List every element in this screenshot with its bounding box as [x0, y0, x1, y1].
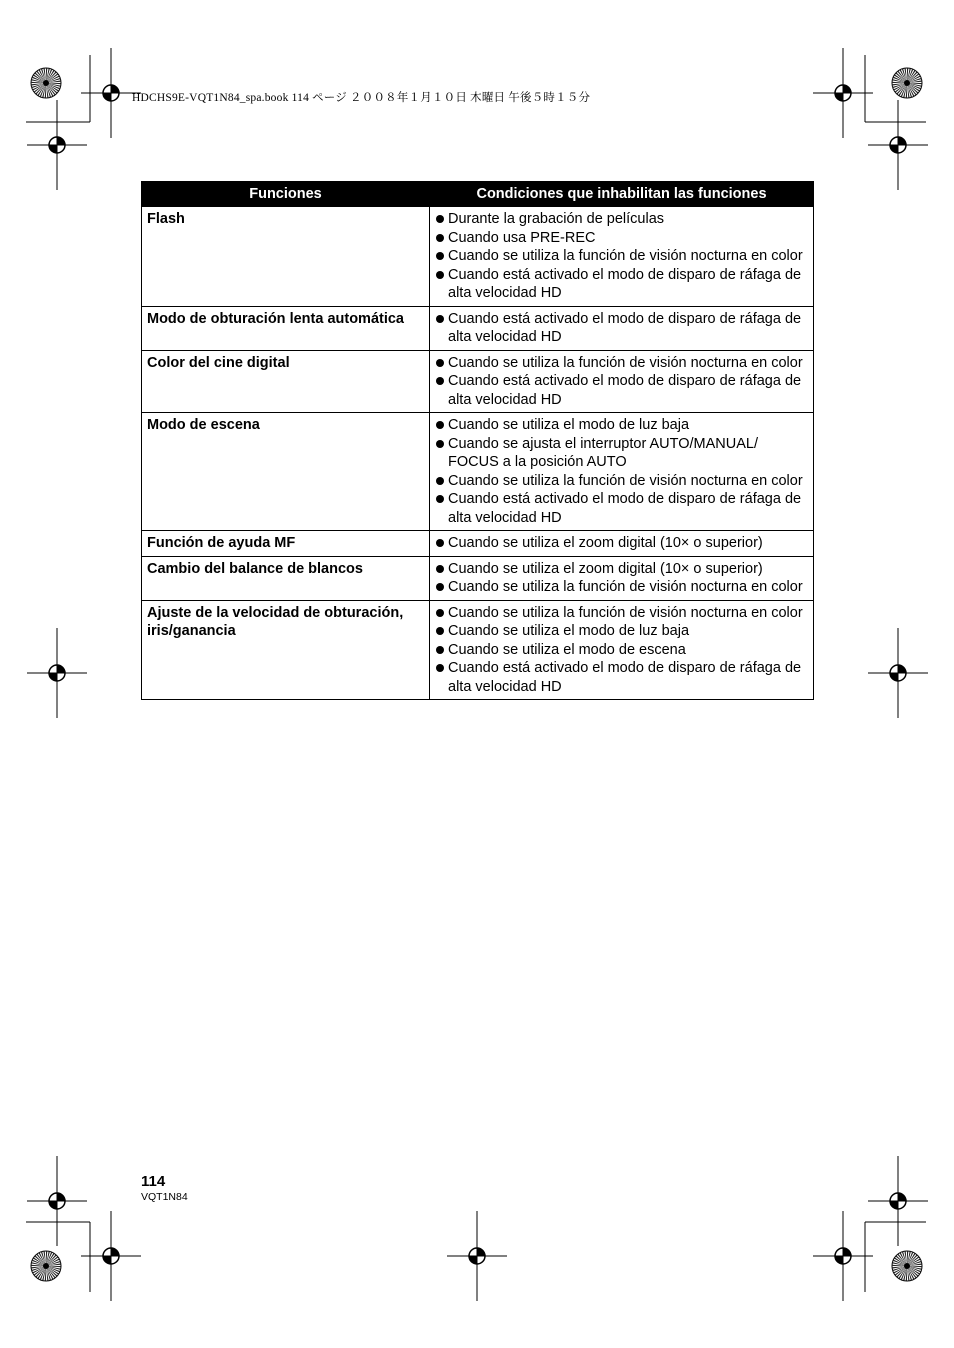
condition-cell: [430, 413, 814, 531]
condition-text: Cuando usa PRE-REC: [448, 229, 596, 246]
condition-text: Cuando se utiliza la función de visión nocturna en color: [448, 579, 803, 595]
table-row: [142, 306, 814, 350]
header-functions: Funciones: [142, 182, 430, 207]
condition-item: [435, 247, 808, 266]
condition-cell: [430, 556, 814, 600]
condition-item: [435, 210, 808, 229]
table-row: [142, 600, 814, 700]
bullet-icon: [436, 252, 444, 260]
crosshair-mark: [447, 1211, 507, 1301]
condition-cell: [430, 531, 814, 557]
bullet-icon: [436, 565, 444, 573]
crosshair-mark: [868, 100, 928, 190]
table-row: [142, 207, 814, 307]
condition-item: [435, 266, 808, 303]
condition-text: Cuando se utiliza el zoom digital (10× o superior): [448, 560, 763, 577]
table-row: [142, 531, 814, 557]
document-code: VQT1N84: [141, 1191, 188, 1203]
bullet-icon: [436, 495, 444, 503]
crosshair-mark: [27, 1156, 87, 1246]
starburst-mark: [31, 1251, 61, 1281]
condition-item: [435, 354, 808, 373]
page-number: 114: [141, 1173, 166, 1190]
condition-text: Cuando está activado el modo de disparo de ráfaga de alta velocidad HD: [448, 310, 802, 345]
bullet-icon: [436, 421, 444, 429]
condition-cell: [430, 306, 814, 350]
condition-list: [435, 354, 808, 410]
bullet-icon: [436, 646, 444, 654]
condition-text: Cuando se utiliza la función de visión nocturna en color: [448, 472, 803, 489]
function-name: Función de ayuda MF: [142, 531, 430, 557]
condition-cell: [430, 600, 814, 700]
function-name: Modo de escena: [142, 413, 430, 531]
condition-text: Cuando está activado el modo de disparo de ráfaga de alta velocidad HD: [448, 373, 802, 408]
bullet-icon: [436, 377, 444, 385]
condition-list: [435, 560, 808, 597]
crosshair-mark: [868, 628, 928, 718]
table-row: [142, 556, 814, 600]
functions-table: [141, 181, 814, 700]
table-row: [142, 413, 814, 531]
function-name: Ajuste de la velocidad de obturación, iris/ganancia: [142, 600, 430, 700]
condition-item: [435, 622, 808, 641]
function-name: Cambio del balance de blancos: [142, 556, 430, 600]
bullet-icon: [436, 583, 444, 591]
starburst-mark: [892, 1251, 922, 1281]
condition-text: Cuando está activado el modo de disparo de ráfaga de alta velocidad HD: [448, 491, 802, 526]
condition-text: Cuando se utiliza el modo de luz baja: [448, 623, 690, 639]
function-name: Flash: [142, 207, 430, 307]
condition-list: [435, 310, 808, 347]
bullet-icon: [436, 271, 444, 279]
condition-text: Cuando se utiliza la función de visión nocturna en color: [448, 354, 803, 371]
condition-item: [435, 372, 808, 409]
condition-item: [435, 578, 808, 597]
table-row: [142, 350, 814, 413]
condition-list: [435, 604, 808, 697]
condition-text: Cuando se utiliza la función de visión nocturna en color: [448, 248, 803, 264]
bullet-icon: [436, 539, 444, 547]
condition-item: [435, 229, 808, 248]
bullet-icon: [436, 664, 444, 672]
crosshair-mark: [27, 628, 87, 718]
bullet-icon: [436, 315, 444, 323]
print-header: HDCHS9E-VQT1N84_spa.book 114 ページ ２００８年１月１０日 木曜日 午後５時１５分: [132, 92, 591, 104]
table-header-row: [142, 182, 814, 207]
condition-item: [435, 560, 808, 579]
bullet-icon: [436, 215, 444, 223]
condition-cell: [430, 207, 814, 307]
bullet-icon: [436, 609, 444, 617]
condition-item: [435, 435, 808, 472]
bullet-icon: [436, 477, 444, 485]
condition-item: [435, 604, 808, 623]
condition-cell: [430, 350, 814, 413]
condition-item: [435, 641, 808, 660]
condition-text: Cuando se utiliza el zoom digital (10× o superior): [448, 535, 763, 551]
condition-item: [435, 472, 808, 491]
bullet-icon: [436, 440, 444, 448]
bullet-icon: [436, 234, 444, 242]
crosshair-mark: [27, 100, 87, 190]
table-body: [142, 207, 814, 700]
condition-text: Durante la grabación de películas: [448, 211, 665, 227]
condition-text: Cuando se ajusta el interruptor AUTO/MANUAL/ FOCUS a la posición AUTO: [448, 435, 759, 470]
starburst-mark: [892, 68, 922, 98]
condition-text: Cuando se utiliza el modo de luz baja: [448, 417, 690, 433]
bullet-icon: [436, 627, 444, 635]
crosshair-mark: [813, 48, 873, 138]
condition-text: Cuando está activado el modo de disparo de ráfaga de alta velocidad HD: [448, 660, 802, 695]
condition-item: [435, 490, 808, 527]
condition-list: [435, 416, 808, 527]
crosshair-mark: [813, 1211, 873, 1301]
condition-text: Cuando se utiliza el modo de escena: [448, 641, 686, 658]
condition-list: [435, 534, 808, 553]
bullet-icon: [436, 359, 444, 367]
function-name: Modo de obturación lenta automática: [142, 306, 430, 350]
crosshair-mark: [868, 1156, 928, 1246]
condition-item: [435, 310, 808, 347]
condition-text: Cuando se utiliza la función de visión nocturna en color: [448, 604, 803, 621]
condition-item: [435, 416, 808, 435]
condition-text: Cuando está activado el modo de disparo de ráfaga de alta velocidad HD: [448, 266, 802, 301]
function-name: Color del cine digital: [142, 350, 430, 413]
condition-item: [435, 534, 808, 553]
starburst-mark: [31, 68, 61, 98]
condition-list: [435, 210, 808, 303]
condition-item: [435, 659, 808, 696]
header-conditions: Condiciones que inhabilitan las funciones: [430, 182, 814, 207]
